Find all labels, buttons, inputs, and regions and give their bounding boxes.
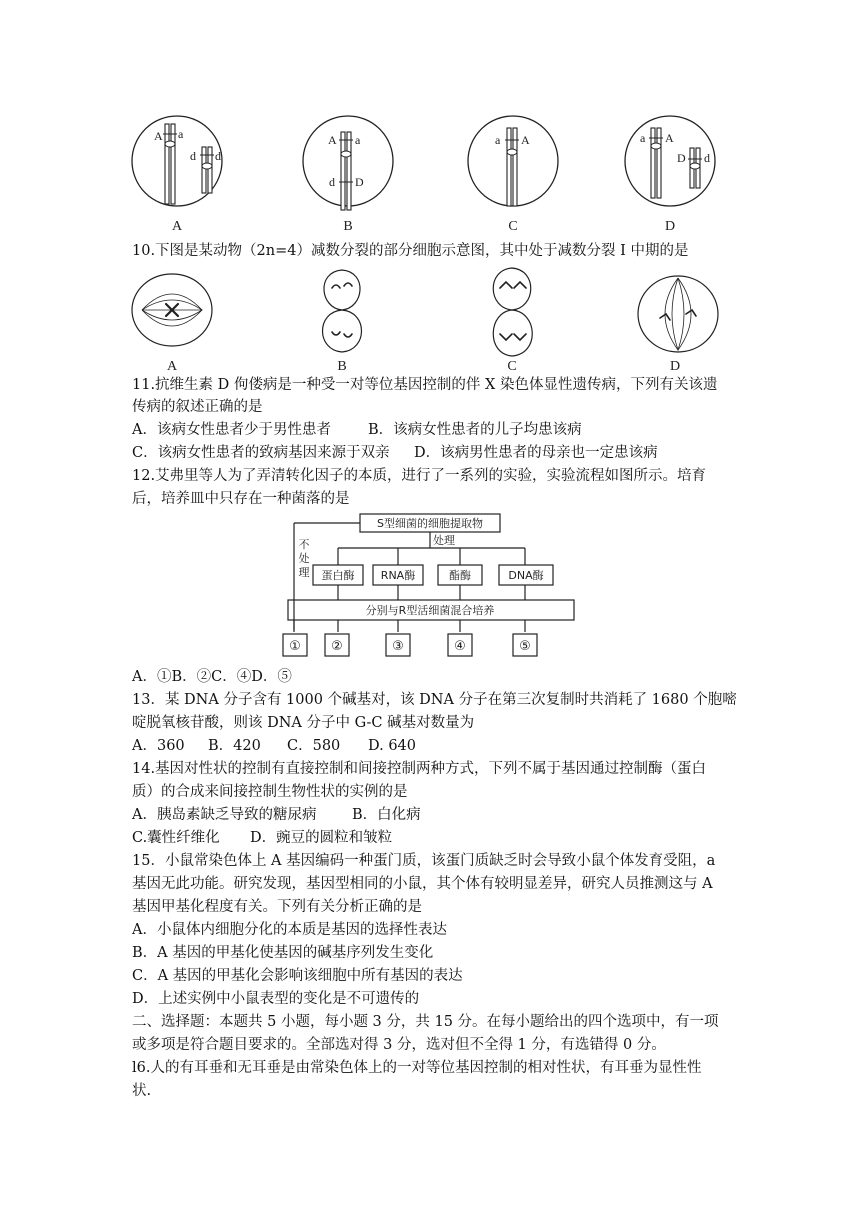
flow-dish-3: ③ bbox=[392, 639, 404, 654]
cell-b-label: B bbox=[343, 219, 353, 234]
cell-c-label: C bbox=[508, 219, 518, 234]
q16-stem-line2: 状. bbox=[132, 1083, 152, 1099]
q15-stem-line1: 15．小鼠常染色体上 A 基因编码一种蛋门质，该蛋门质缺乏时会导致小鼠个体发育受阻，a bbox=[132, 853, 716, 869]
q12-stem-line2: 后，培养皿中只存在一种菌落的是 bbox=[132, 491, 350, 507]
q15-option-d: D．上述实例中小鼠表型的变化是不可遗传的 bbox=[132, 991, 420, 1007]
section2-instructions-line1: 二、选择题：本题共 5 小题，每小题 3 分，共 15 分。在每小题给出的四个选项中，有一项 bbox=[132, 1014, 719, 1030]
cell-a-label: A bbox=[171, 219, 183, 234]
flow-dish-4: ④ bbox=[454, 639, 466, 654]
flow-top-label: S型细菌的细胞提取物 bbox=[377, 517, 483, 530]
q14-option-a: A．胰岛素缺乏导致的糖尿病 bbox=[132, 807, 317, 823]
flow-untreated-3: 理 bbox=[298, 566, 310, 579]
q13-option-c: C．580 bbox=[287, 738, 341, 754]
flow-dish-1: ① bbox=[289, 639, 301, 654]
flow-untreated-1: 不 bbox=[298, 538, 310, 551]
q14-option-c: C.囊性纤维化 bbox=[132, 830, 220, 846]
meiosis-cell-c bbox=[493, 268, 532, 356]
q16-stem-line1: l6.人的有耳垂和无耳垂是由常染色体上的一对等位基因控制的相对性状，有耳垂为显性性 bbox=[132, 1060, 702, 1076]
meiosis-label-c: C bbox=[507, 359, 517, 374]
cell-c-allele-2: A bbox=[521, 133, 530, 147]
q13-option-d: D. 640 bbox=[368, 738, 417, 754]
q15-option-b: B．A 基因的甲基化使基因的碱基序列发生变化 bbox=[132, 945, 434, 961]
cell-d-allele-2: A bbox=[665, 131, 674, 145]
cell-d-allele-3: D bbox=[677, 151, 686, 165]
avery-experiment-flowchart bbox=[280, 512, 580, 664]
section2-instructions-line2: 或多项是符合题目要求的。全部选对得 3 分，选对但不全得 1 分，有选错得 0 分。 bbox=[132, 1037, 666, 1053]
q15-option-c: C．A 基因的甲基化会影响该细胞中所有基因的表达 bbox=[132, 968, 463, 984]
meiosis-label-d: D bbox=[669, 359, 681, 374]
q10-stem: 10.下图是某动物（2n=4）减数分裂的部分细胞示意图，其中处于减数分裂 I 中期的是 bbox=[132, 243, 689, 259]
meiosis-cell-d bbox=[638, 276, 718, 352]
q13-stem-line1: 13．某 DNA 分子含有 1000 个碱基对，该 DNA 分子在第三次复制时共消耗了 1680 个胞嘧 bbox=[132, 692, 737, 708]
q10-meiosis-figure bbox=[120, 266, 740, 374]
cell-b-allele-1: A bbox=[328, 133, 337, 147]
q12-stem-line1: 12.艾弗里等人为了弄清转化因子的本质，进行了一系列的实验，实验流程如图所示。培育 bbox=[132, 468, 707, 484]
q15-option-a: A．小鼠体内细胞分化的本质是基因的选择性表达 bbox=[132, 922, 447, 938]
flow-enzyme-3: 酯酶 bbox=[449, 569, 471, 582]
q14-stem-line2: 质）的合成来间接控制生物性状的实例的是 bbox=[132, 784, 408, 800]
q13-stem-line2: 啶脱氧核苷酸，则该 DNA 分子中 G-C 碱基对数量为 bbox=[132, 715, 475, 731]
q12-options: A．①B．②C．④D．⑤ bbox=[132, 669, 292, 685]
meiosis-label-b: B bbox=[337, 359, 347, 374]
q13-option-b: B．420 bbox=[208, 738, 261, 754]
cell-a-allele-1: A bbox=[154, 129, 163, 143]
cell-b-allele-2: a bbox=[355, 133, 361, 147]
cell-d-allele-1: a bbox=[640, 131, 646, 145]
q14-option-b: B．白化病 bbox=[352, 807, 421, 823]
cell-a-allele-4: d bbox=[215, 149, 221, 163]
flow-untreated-2: 处 bbox=[298, 552, 310, 565]
cell-a-allele-3: d bbox=[190, 149, 196, 163]
q14-stem-line1: 14.基因对性状的控制有直接控制和间接控制两种方式，下列不属于基因通过控制酶（蛋白 bbox=[132, 761, 707, 777]
flow-dish-5: ⑤ bbox=[519, 639, 531, 654]
flow-enzyme-2: RNA酶 bbox=[380, 569, 416, 582]
q11-stem-line1: 11.抗维生素 D 佝偻病是一种受一对等位基因控制的伴 X 染色体显性遗传病，下列有关该遗 bbox=[132, 377, 718, 393]
flow-dish-2: ② bbox=[331, 639, 343, 654]
flow-enzyme-1: 蛋白酶 bbox=[321, 569, 355, 582]
cell-c-allele-1: a bbox=[495, 133, 501, 147]
q9-cell-figure bbox=[120, 104, 740, 238]
q13-option-a: A．360 bbox=[132, 738, 185, 754]
q14-option-d: D．豌豆的圆粒和皱粒 bbox=[250, 830, 393, 846]
cell-b-allele-3: d bbox=[329, 175, 335, 189]
flow-enzyme-4: DNA酶 bbox=[508, 569, 544, 582]
q11-option-c: C．该病女性患者的致病基因来源于双亲 bbox=[132, 445, 390, 461]
cell-d-label: D bbox=[664, 219, 676, 234]
q11-option-b: B．该病女性患者的儿子均患该病 bbox=[368, 422, 582, 438]
flow-mix-label: 分别与R型活细菌混合培养 bbox=[365, 604, 495, 617]
meiosis-cell-b bbox=[323, 270, 362, 352]
cell-d-circle bbox=[625, 116, 715, 206]
flow-treat-label: 处理 bbox=[433, 534, 455, 547]
cell-a-allele-2: a bbox=[178, 127, 184, 141]
q11-option-d: D．该病男性患者的母亲也一定患该病 bbox=[414, 445, 658, 461]
q11-option-a: A．该病女性患者少于男性患者 bbox=[132, 422, 331, 438]
q15-stem-line2: 基因无此功能。研究发现，基因型相同的小鼠，其个体有较明显差异，研究人员推测这与 A bbox=[132, 876, 713, 892]
cell-b-allele-4: D bbox=[355, 175, 364, 189]
cell-d-allele-4: d bbox=[704, 151, 710, 165]
q11-stem-line2: 传病的叙述正确的是 bbox=[132, 399, 263, 415]
q15-stem-line3: 基因甲基化程度有关。下列有关分析正确的是 bbox=[132, 899, 422, 915]
meiosis-label-a: A bbox=[166, 359, 178, 374]
